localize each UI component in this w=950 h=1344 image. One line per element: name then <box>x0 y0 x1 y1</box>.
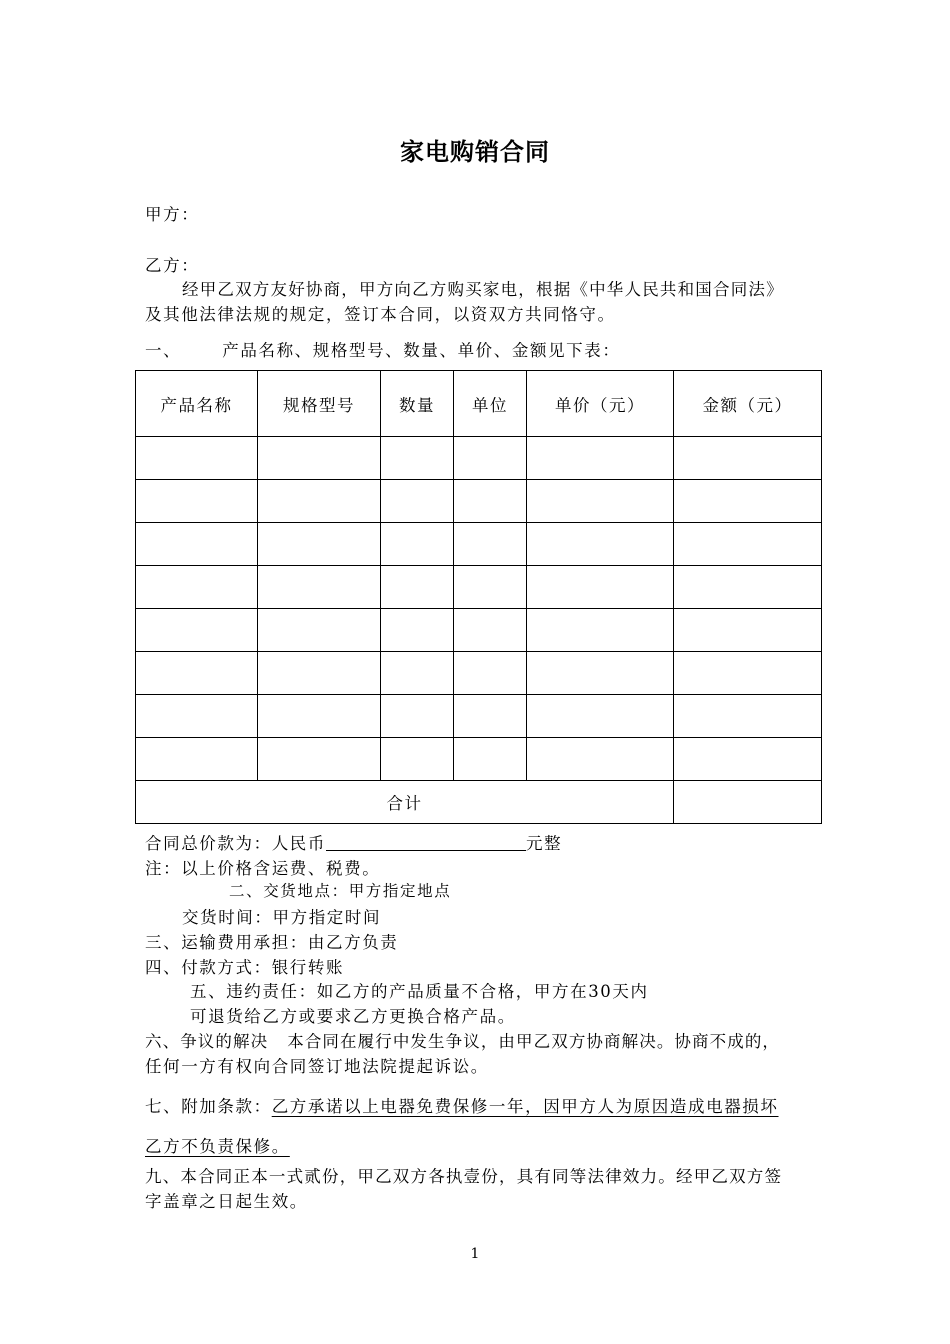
total-label: 合计 <box>136 781 674 824</box>
table-cell[interactable] <box>454 437 527 480</box>
total-price-prefix: 合同总价款为：人民币 <box>145 834 326 853</box>
section-7-prefix: 七、附加条款： <box>145 1097 272 1116</box>
intro-line-1: 经甲乙双方友好协商，甲方向乙方购买家电，根据《中华人民共和国合同法》 <box>182 280 784 299</box>
table-cell[interactable] <box>258 652 381 695</box>
table-header-cell: 单位 <box>454 371 527 437</box>
table-cell[interactable] <box>454 523 527 566</box>
section-6-line-2: 任何一方有权向合同签订地法院提起诉讼。 <box>145 1057 489 1076</box>
table-cell[interactable] <box>136 609 258 652</box>
table-cell[interactable] <box>527 738 674 781</box>
table-cell[interactable] <box>674 652 822 695</box>
section-4: 四、付款方式：银行转账 <box>145 958 345 977</box>
table-cell[interactable] <box>454 652 527 695</box>
table-cell[interactable] <box>136 523 258 566</box>
section-2-time: 交货时间：甲方指定时间 <box>182 908 382 927</box>
table-row <box>136 480 822 523</box>
table-cell[interactable] <box>381 566 454 609</box>
section-1-heading: 一、 产品名称、规格型号、数量、单价、金额见下表： <box>145 341 621 360</box>
table-header-row <box>136 371 822 437</box>
section-2-place: 二、交货地点：甲方指定地点 <box>229 882 452 900</box>
table-row <box>136 652 822 695</box>
section-6-line-1: 六、争议的解决 本合同在履行中发生争议，由甲乙双方协商解决。协商不成的， <box>145 1032 781 1051</box>
total-price-blank[interactable] <box>326 834 526 851</box>
table-cell[interactable] <box>381 738 454 781</box>
table-cell[interactable] <box>258 609 381 652</box>
table-header-cell: 数量 <box>381 371 454 437</box>
table-row <box>136 566 822 609</box>
table-cell[interactable] <box>527 480 674 523</box>
table-cell[interactable] <box>674 523 822 566</box>
table-row <box>136 738 822 781</box>
table-cell[interactable] <box>454 566 527 609</box>
table-cell[interactable] <box>136 695 258 738</box>
table-row <box>136 437 822 480</box>
section-7-line-1 <box>145 1093 779 1117</box>
table-cell[interactable] <box>381 437 454 480</box>
table-cell[interactable] <box>527 523 674 566</box>
product-table <box>135 370 822 824</box>
total-amount-cell[interactable] <box>674 781 822 824</box>
section-3: 三、运输费用承担：由乙方负责 <box>145 933 399 952</box>
table-header-cell: 单价（元） <box>527 371 674 437</box>
table-cell[interactable] <box>527 566 674 609</box>
total-price-line <box>145 830 562 854</box>
section-5-line-1: 五、违约责任：如乙方的产品质量不合格，甲方在30天内 <box>190 982 649 1001</box>
table-header-cell: 产品名称 <box>136 371 258 437</box>
table-cell[interactable] <box>527 609 674 652</box>
table-cell[interactable] <box>527 695 674 738</box>
table-cell[interactable] <box>527 652 674 695</box>
table-cell[interactable] <box>674 609 822 652</box>
table-cell[interactable] <box>527 437 674 480</box>
table-cell[interactable] <box>674 738 822 781</box>
section-9-line-1: 九、本合同正本一式贰份，甲乙双方各执壹份，具有同等法律效力。经甲乙双方签 <box>145 1167 783 1186</box>
table-row <box>136 523 822 566</box>
party-b-label: 乙方： <box>145 256 200 275</box>
table-cell[interactable] <box>674 566 822 609</box>
table-header-cell: 金额（元） <box>674 371 822 437</box>
table-cell[interactable] <box>136 738 258 781</box>
table-cell[interactable] <box>454 738 527 781</box>
table-total-row <box>136 781 822 824</box>
table-cell[interactable] <box>381 523 454 566</box>
intro-line-2: 及其他法律法规的规定，签订本合同，以资双方共同恪守。 <box>145 305 616 324</box>
table-cell[interactable] <box>454 609 527 652</box>
total-price-suffix: 元整 <box>526 834 563 853</box>
table-cell[interactable] <box>674 437 822 480</box>
section-5-line-2: 可退货给乙方或要求乙方更换合格产品。 <box>190 1007 516 1026</box>
table-cell[interactable] <box>674 695 822 738</box>
table-cell[interactable] <box>258 437 381 480</box>
table-cell[interactable] <box>136 480 258 523</box>
table-cell[interactable] <box>258 480 381 523</box>
table-cell[interactable] <box>454 695 527 738</box>
table-cell[interactable] <box>136 652 258 695</box>
document-title: 家电购销合同 <box>400 138 550 166</box>
table-cell[interactable] <box>258 566 381 609</box>
table-row <box>136 695 822 738</box>
price-note: 注：以上价格含运费、税费。 <box>145 859 381 878</box>
party-a-label: 甲方： <box>145 205 200 224</box>
table-cell[interactable] <box>674 480 822 523</box>
table-cell[interactable] <box>136 437 258 480</box>
table-cell[interactable] <box>381 480 454 523</box>
table-row <box>136 609 822 652</box>
page-number: 1 <box>470 1246 480 1262</box>
table-cell[interactable] <box>454 480 527 523</box>
table-cell[interactable] <box>381 695 454 738</box>
section-7-underlined-1: 乙方承诺以上电器免费保修一年，因甲方人为原因造成电器损坏 <box>271 1097 779 1116</box>
section-9-line-2: 字盖章之日起生效。 <box>145 1192 308 1211</box>
table-cell[interactable] <box>381 652 454 695</box>
table-cell[interactable] <box>381 609 454 652</box>
table-cell[interactable] <box>258 695 381 738</box>
table-cell[interactable] <box>258 738 381 781</box>
table-header-cell: 规格型号 <box>258 371 381 437</box>
table-cell[interactable] <box>258 523 381 566</box>
table-cell[interactable] <box>136 566 258 609</box>
section-7-line-2: 乙方不负责保修。 <box>145 1137 290 1156</box>
